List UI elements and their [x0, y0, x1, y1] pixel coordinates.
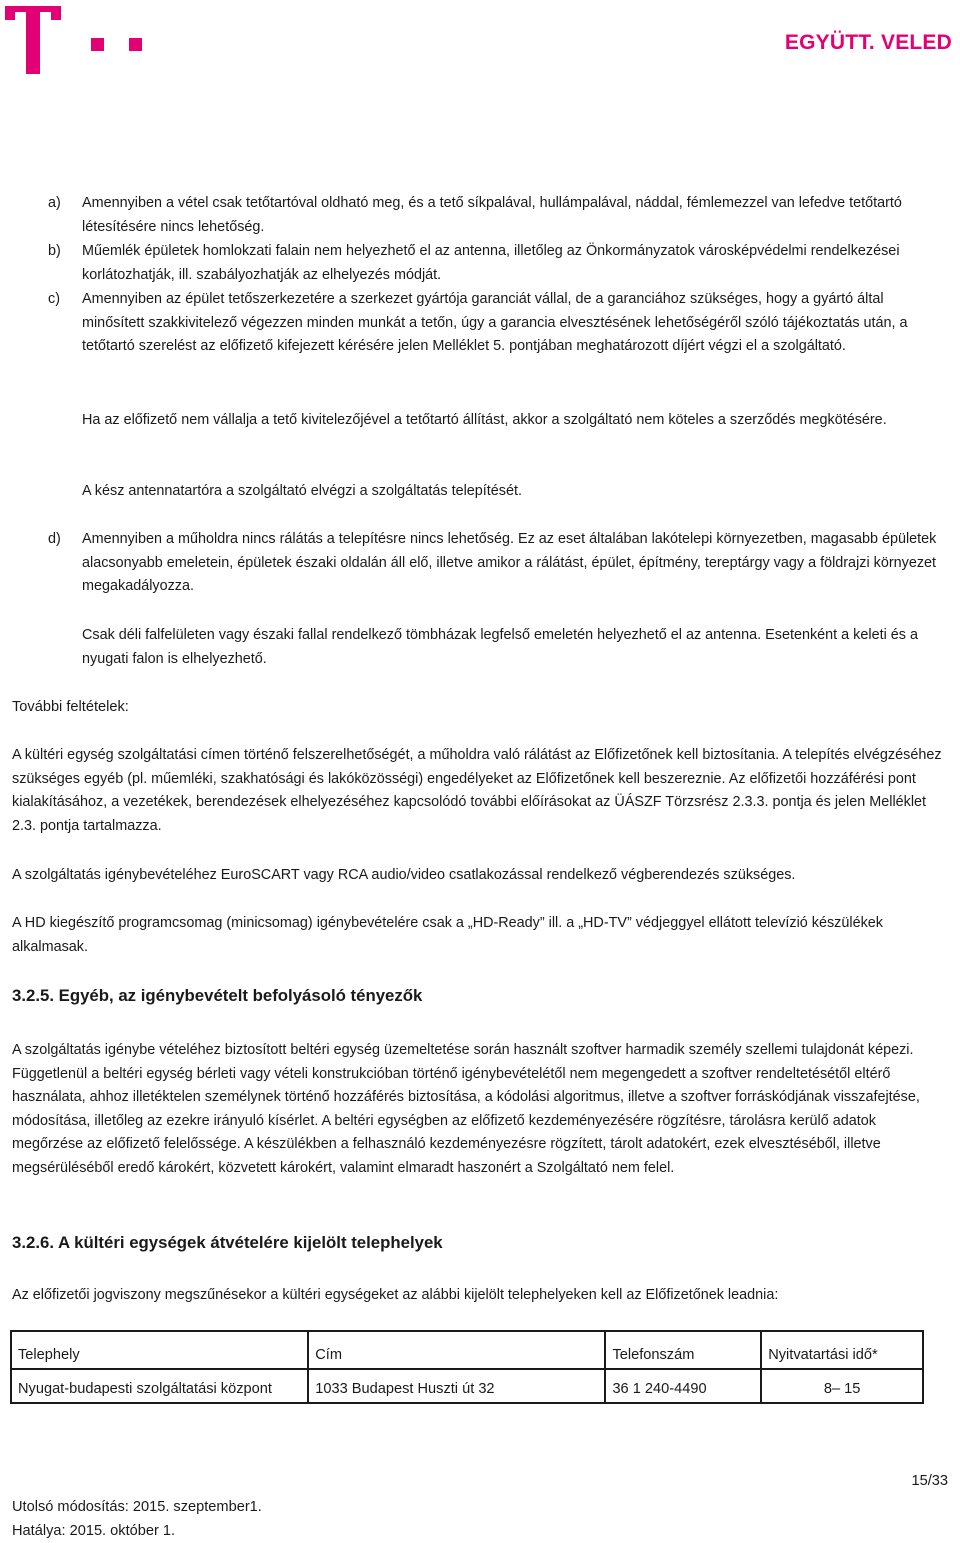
list-marker: b) — [48, 243, 61, 259]
list-item — [48, 288, 946, 359]
section-title: 3.2.6. A kültéri egységek átvételére kijelölt telephelyek — [12, 1233, 443, 1252]
paragraph: A szolgáltatás igénybe vételéhez biztosított beltéri egység üzemeltetése során használt szoftver harmadik személy szellemi tulajdonát képezi. Függetlenül a beltéri egység bérleti vagy vételi konstrukcióban történő igénybevételétől nem megengedett a szoftver rendeltetésétől eltérő használata, ahhoz illetéktelen személynek történő hozzáférés biztosítása, a kódolási algoritmus, illetve a szoftver forráskódjának visszafejtése, módosítása, illetőleg az ezekre irányuló kísérlet. A beltéri egységben az előfizető kezdeményezésére rögzítésre, tárolásra kerülő adatok megőrzése az előfizető felelőssége. A készülékben a felhasználó kezdeményezésre rögzített, tárolt adatokért, ezek elvesztéséből, illetve megsérüléséből eredő károkért, közvetett károkért, valamint elmaradt haszonért a Szolgáltató nem felel. — [12, 1042, 920, 1176]
column-header: Telefonszám — [605, 1331, 761, 1369]
section-title: 3.2.5. Egyéb, az igénybevételt befolyásoló tényezők — [12, 986, 423, 1005]
table-cell: 36 1 240-4490 — [605, 1369, 761, 1403]
table-header-row — [11, 1331, 923, 1369]
table-row — [11, 1369, 923, 1403]
table-cell: 1033 Budapest Huszti út 32 — [308, 1369, 605, 1403]
telekom-logo-icon — [5, 6, 145, 74]
paragraph: A HD kiegészítő programcsomag (minicsomag) igénybevételére csak a „HD-Ready” ill. a „HD-TV” védjeggyel ellátott televízió készülékek alkalmasak. — [12, 915, 883, 955]
page-number: 15/33 — [911, 1473, 948, 1489]
list-item-text: Amennyiben az épület tetőszerkezetére a szerkezet gyártója garanciát vállal, de a garanciához szükséges, hogy a gyártó által minősített szakkivitelező végezzen minden munkát a tetőn, úgy a garancia elvesztésének lehetőségéről szóló tájékoztatás után, a tetőtartó szerelést az előfizető kifejezett kérésére jelen Melléklet 5. pontjában meghatározott díjért végzi el a szolgáltató. — [82, 291, 908, 354]
paragraph: Csak déli falfelületen vagy északi fallal rendelkező tömbházak legfelső emeletén helyezhető el az antenna. Esetenként a keleti és a nyugati falon is elhelyezhető. — [82, 627, 918, 667]
table-cell: 8– 15 — [761, 1369, 923, 1403]
table-cell: Nyugat-budapesti szolgáltatási központ — [11, 1369, 308, 1403]
sites-table — [10, 1330, 924, 1404]
list-marker: c) — [48, 291, 60, 307]
column-header: Cím — [308, 1331, 605, 1369]
list-item-text: Amennyiben a vétel csak tetőtartóval oldható meg, és a tető síkpalával, hullámpalával, náddal, fémlemezzel van lefedve tetőtartó létesítésére nincs lehetőség. — [82, 195, 902, 235]
list-item-text: Műemlék épületek homlokzati falain nem helyezhető el az antenna, illetőleg az Önkormányzatok városképvédelmi rendelkezései korlátozhatják, ill. szabályozhatják az elhelyezés módját. — [82, 243, 900, 283]
column-header: Telephely — [11, 1331, 308, 1369]
list-marker: a) — [48, 195, 61, 211]
last-modified: Utolsó módosítás: 2015. szeptember1. — [12, 1499, 262, 1515]
effective-date: Hatálya: 2015. október 1. — [12, 1523, 176, 1539]
list-item-text: Amennyiben a műholdra nincs rálátás a telepítésre nincs lehetőség. Ez az eset általában lakótelepi környezetben, magasabb épületek alacsonyabb emeletein, épületek északi oldalán áll elő, illetve amikor a rálátást, épület, építmény, tereptárgy vagy a földrajzi környezet megakadályozza. — [82, 531, 937, 594]
column-header: Nyitvatartási idő* — [761, 1331, 923, 1369]
paragraph: A szolgáltatás igénybevételéhez EuroSCART vagy RCA audio/video csatlakozással rendelkező végberendezés szükséges. — [12, 867, 796, 883]
list-item — [48, 528, 946, 599]
paragraph: Ha az előfizető nem vállalja a tető kivitelezőjével a tetőtartó állítást, akkor a szolgáltató nem köteles a szerződés megkötésére. — [82, 412, 887, 428]
list-item — [48, 192, 946, 239]
list-marker: d) — [48, 531, 61, 547]
paragraph: A kész antennatartóra a szolgáltató elvégzi a szolgáltatás telepítését. — [82, 483, 522, 499]
further-conditions-heading: További feltételek: — [12, 699, 129, 715]
list-item — [48, 240, 946, 287]
paragraph: Az előfizetői jogviszony megszűnésekor a kültéri egységeket az alábbi kijelölt telephelyeken kell az Előfizetőnek leadnia: — [12, 1287, 779, 1303]
paragraph: A kültéri egység szolgáltatási címen történő felszerelhetőségét, a műholdra való rálátást az Előfizetőnek kell biztosítania. A telepítés elvégzéséhez szükséges egyéb (pl. műemléki, szakhatósági és lakóközösségi) engedélyeket az Előfizetőnek kell beszereznie. Az előfizetői hozzáférési pont kialakításához, a vezetékek, berendezések elhelyezéséhez kapcsolódó további előírásokat az ÜÁSZF Törzsrész 2.3.3. pontja és jelen Melléklet 2.3. pontja tartalmazza. — [12, 747, 942, 834]
brand-slogan: EGYÜTT. VELED — [784, 31, 952, 54]
